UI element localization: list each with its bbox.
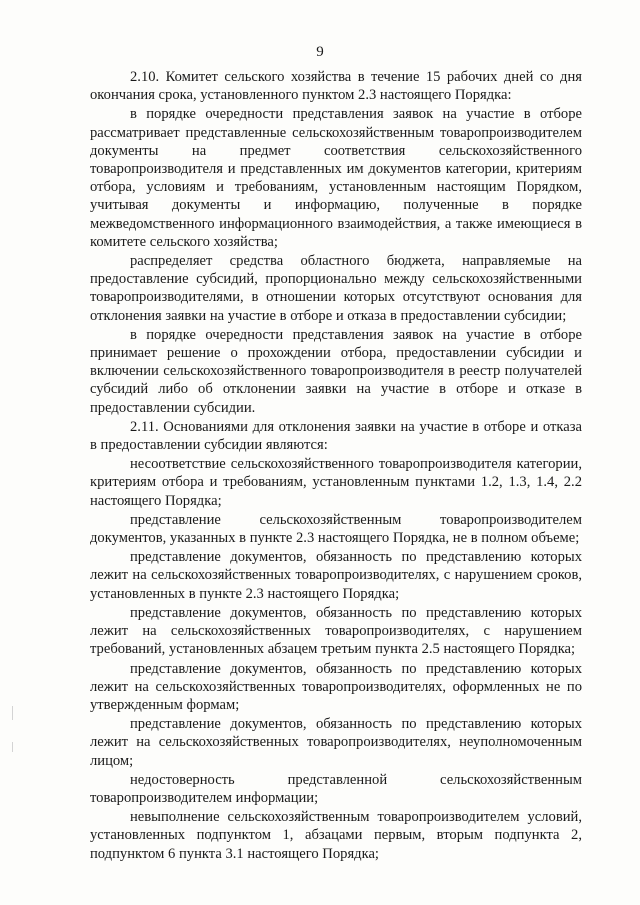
paragraph-review-documents: в порядке очередности представления заявок на участие в отборе рассматривает представленные сельскохозяйственным товаропроизводителем документы на предмет соответствия сельскохозяйственного товаропроизводителя и представленных им документов категории, критериям отбора, условиям и требованиям, установленным настоящим Порядком, учитывая документы и информацию, полученные в порядке межведомственного информационного взаимодействия, а также имеющиеся в комитете сельского хозяйства; (90, 106, 582, 250)
document-body (90, 68, 582, 864)
paragraph-distribute-funds: распределяет средства областного бюджета, направляемые на предоставление субсидий, пропорционально между сельскохозяйственными товаропроизводителями, в отношении которых отсутствуют основания для отклонения заявки на участие в отборе и отказа в предоставлении субсидии; (90, 253, 582, 324)
paragraph-ground-requirements: представление документов, обязанность по представлению которых лежит на сельскохозяйственных товаропроизводителях, с нарушением требований, установленных абзацем третьим пункта 2.5 настоящего Порядка; (90, 604, 582, 658)
page-number: 9 (316, 44, 324, 60)
scan-artifact (12, 742, 13, 752)
paragraph-ground-late: представление документов, обязанность по представлению которых лежит на сельскохозяйственных товаропроизводителях, с нарушением сроков, установленных в пункте 2.3 настоящего Порядка; (90, 549, 582, 602)
paragraph-2-10: 2.10. Комитет сельского хозяйства в течение 15 рабочих дней со дня окончания срока, установленного пунктом 2.3 настоящего Порядка: (90, 69, 582, 104)
paragraph-ground-false-info: недостоверность представленной сельскохозяйственным товаропроизводителем информации; (90, 771, 582, 806)
paragraph-decision: в порядке очередности представления заявок на участие в отборе принимает решение о прохождении отбора, предоставлении субсидии и включении сельскохозяйственного товаропроизводителя в реестр получателей субсидий либо об отклонении заявки на участие в отборе и отказе в предоставлении субсидии. (90, 326, 582, 416)
paragraph-2-11: 2.11. Основаниями для отклонения заявки на участие в отборе и отказа в предоставлении субсидии являются: (90, 418, 582, 454)
paragraph-ground-incomplete: представление сельскохозяйственным товаропроизводителем документов, указанных в пункте 2.3 настоящего Порядка, не в полном объеме; (90, 511, 582, 547)
paragraph-ground-unauthorized: представление документов, обязанность по представлению которых лежит на сельскохозяйственных товаропроизводителях, неуполномоченным лицом; (90, 716, 582, 769)
paragraph-ground-forms: представление документов, обязанность по представлению которых лежит на сельскохозяйственных товаропроизводителях, оформленных не по утвержденным формам; (90, 660, 582, 713)
paragraph-ground-nonconformity: несоответствие сельскохозяйственного товаропроизводителя категории, критериям отбора и требованиям, установленным пунктами 1.2, 1.3, 1.4, 2.2 настоящего Порядка; (90, 456, 582, 509)
scan-artifact (12, 706, 13, 720)
paragraph-ground-conditions: невыполнение сельскохозяйственным товаропроизводителем условий, установленных подпунктом 1, абзацами первым, вторым подпункта 2, подпунктом 6 пункта 3.1 настоящего Порядка; (90, 809, 582, 862)
